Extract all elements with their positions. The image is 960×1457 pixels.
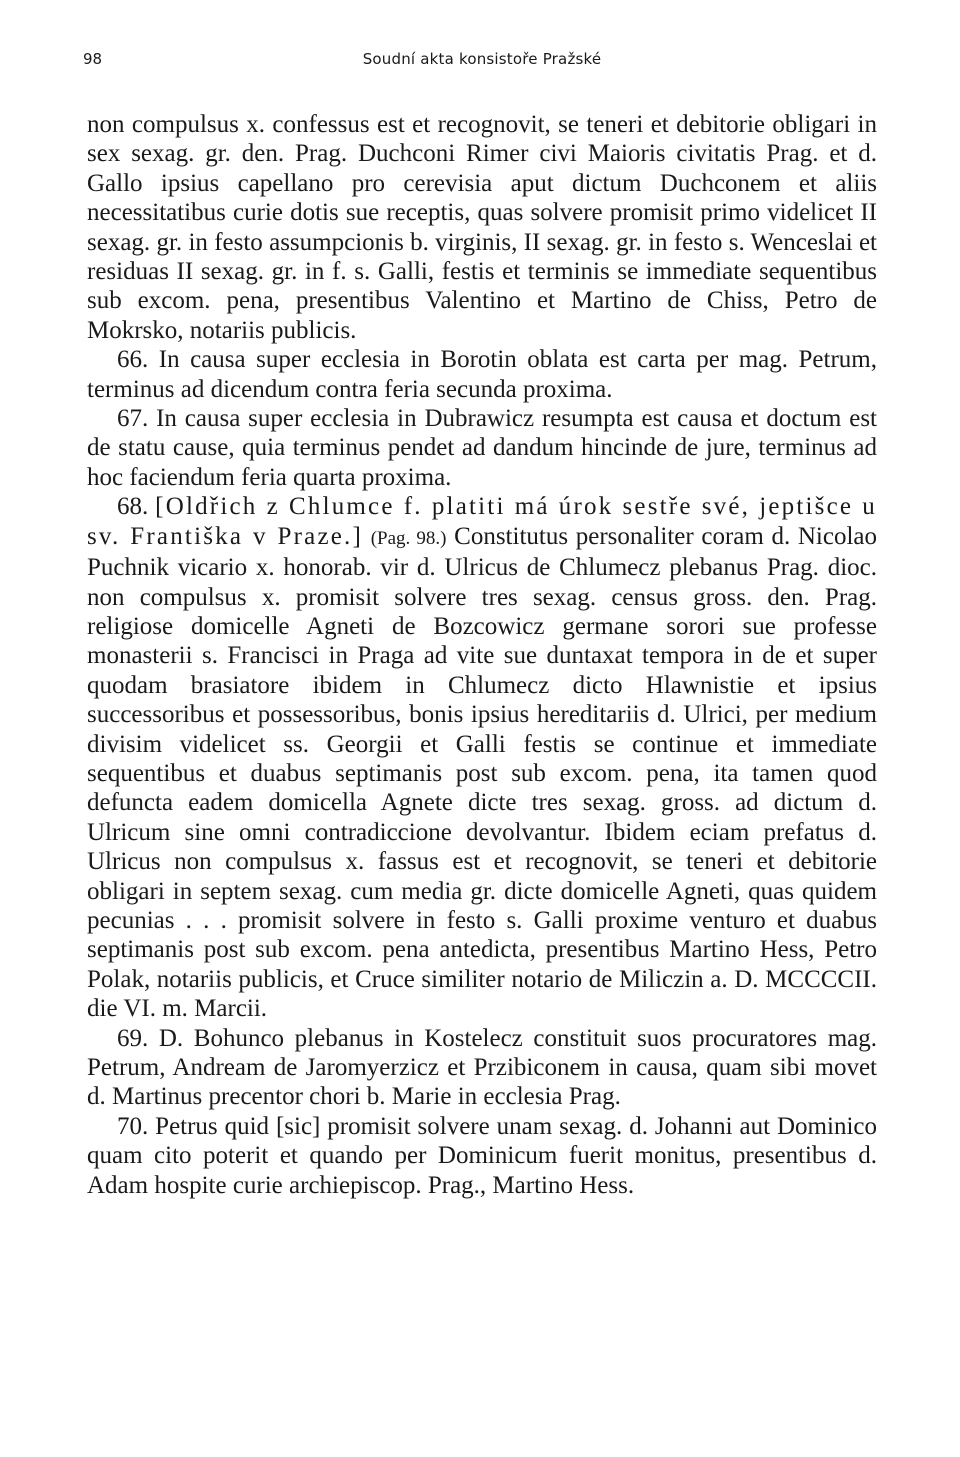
running-title: Soudní akta konsistoře Pražské xyxy=(362,50,602,68)
entry-66: 66. In causa super ecclesia in Borotin oblata est carta per mag. Petrum, terminus ad dicendum contra feria secunda proxima. xyxy=(87,346,877,403)
entry-69: 69. D. Bohunco plebanus in Kostelecz constituit suos procuratores mag. Petrum, Andream de Jaromyerzicz et Przibiconem in causa, quam sibi movet d. Martinus precentor chori b. Marie in ecclesia Prag. xyxy=(87,1024,877,1111)
entry-68 xyxy=(87,492,877,1023)
entry-68-summary: [Oldřich z Chlumce f. platiti má úrok sestře své, jeptišce u sv. Františka v Praze.] xyxy=(87,493,878,550)
page-reference: (Pag. 98.) xyxy=(370,527,447,549)
entry-68-number: 68. xyxy=(117,493,149,521)
entry-70: 70. Petrus quid [sic] promisit solvere unam sexag. d. Johanni aut Dominico quam cito poterit et quando per Dominicum fuerit monitus, presentibus d. Adam hospite curie archiepiscop. Prag., Martino Hess. xyxy=(87,1112,877,1199)
continuation-paragraph: non compulsus x. confessus est et recognovit, se teneri et debitorie obligari in sex sexag. gr. den. Prag. Duchconi Rimer civi Maioris civitatis Prag. et d. Gallo ipsius capellano pro cerevisia aput dictum Duchconem et aliis necessitatibus curie dotis sue receptis, quas solvere promisit primo videlicet II sexag. gr. in festo assumpcionis b. virginis, II sexag. gr. in festo s. Wenceslai et residuas II sexag. gr. in f. s. Galli, festis et terminis se immediate sequentibus sub excom. pena, presentibus Valentino et Martino de Chiss, Petro de Mokrsko, notariis publicis. xyxy=(87,111,877,344)
page-number: 98 xyxy=(83,50,103,68)
document-body xyxy=(87,110,877,1200)
entry-68-text: Constitutus personaliter coram d. Nicolao Puchnik vicario x. honorab. vir d. Ulricus de Chlumecz plebanus Prag. dioc. non compulsus x. promisit solvere tres sexag. census gross. den. Prag. religiose domicelle Agneti de Bozcowicz germane sorori sue professe monasterii s. Francisci in Praga ad vite sue duntaxat tempora in de et super quodam brasiatore ibidem in Chlumecz dicto Hlawnistie et ipsius successoribus et possessoribus, bonis ipsius hereditariis d. Ulrici, per medium divisim videlicet ss. Georgii et Galli festis se continue et immediate sequentibus et duabus septimanis post sub excom. pena, ita tamen quod defuncta eadem domicella Agnete dicte tres sexag. gross. ad dictum d. Ulricum sine omni contradiccione devolvantur. Ibidem eciam prefatus d. Ulricus non compulsus x. fassus est et recognovit, se teneri et debitorie obligari in septem sexag. cum media gr. dicte domicelle Agneti, quas quidem pecunias . . . promisit solvere in festo s. Galli proxime venturo et duabus septimanis post sub excom. pena antedicta, presentibus Martino Hess, Petro Polak, notariis publicis, et Cruce similiter notario de Miliczin a. D. MCCCCII. die VI. m. Marcii. xyxy=(87,522,878,1023)
entry-67: 67. In causa super ecclesia in Dubrawicz resumpta est causa et doctum est de statu cause, quia terminus pendet ad dandum hincinde de jure, terminus ad hoc faciendum feria quarta proxima. xyxy=(87,405,877,491)
running-head xyxy=(83,50,877,74)
